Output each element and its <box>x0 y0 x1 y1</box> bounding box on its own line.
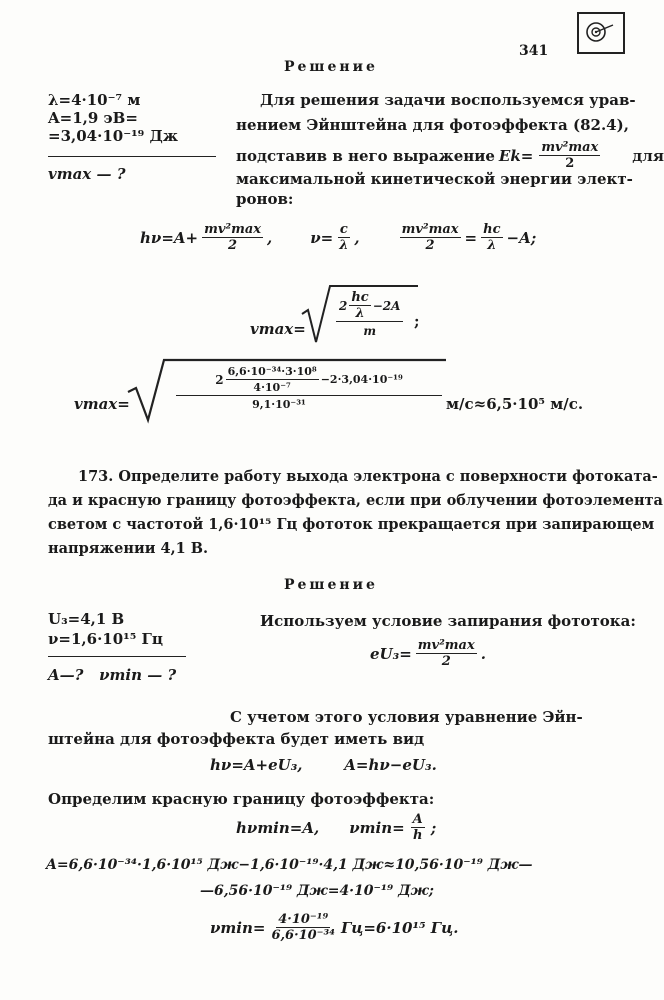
p173-line-2: да и красную границу фотоэффекта, если при облучении фотоэлемента <box>48 492 663 509</box>
eq1-b-num: c <box>339 222 348 237</box>
given-1-line-1: λ=4·10⁻⁷ м <box>48 91 141 109</box>
solution-heading-2: Решение <box>284 577 378 593</box>
solution-heading-1: Решение <box>284 59 378 75</box>
eq1-c2-num: hc <box>483 222 501 237</box>
eq2-den: m <box>363 324 377 338</box>
find-2: A—? νmin — ? <box>48 666 177 684</box>
eq3-under <box>176 364 442 414</box>
s1-text-line-1: Для решения задачи воспользуемся урав- <box>260 91 636 109</box>
eq1-c-eq: = <box>464 228 478 247</box>
eq1-c-num: mv²max <box>401 222 459 237</box>
eq3-end: м/с≈6,5·10⁵ м/с. <box>446 395 584 413</box>
eq1-c2-frac <box>481 222 502 253</box>
ek-den: 2 <box>565 156 575 171</box>
given-1-rule <box>48 156 216 157</box>
eq1-a-den: 2 <box>228 238 238 253</box>
s2-eq2: hν=A+eU₃, A=hν−eU₃. <box>210 756 437 774</box>
s1-text-line-4: максимальной кинетической энергии элект- <box>236 170 633 188</box>
s2-eq3-a: hνmin=A, <box>236 818 320 837</box>
s2-text2-line-2: штейна для фотоэффекта будет иметь вид <box>48 730 425 748</box>
s2-eq1-end: . <box>480 644 486 663</box>
s2-eq3-frac <box>411 812 425 843</box>
s1-text-for: для <box>632 146 664 165</box>
s2-cond: Используем условие запирания фототока: <box>260 612 636 630</box>
eq3-den: 9,1·10⁻³¹ <box>252 398 306 411</box>
eq3-num-fn: 6,6·10⁻³⁴·3·10⁸ <box>227 365 317 378</box>
ek-fraction <box>539 140 600 171</box>
s2-eq5-den: 6,6·10⁻³⁴ <box>271 928 335 943</box>
p173-line-3: светом с частотой 1,6·10¹⁵ Гц фототок прекращается при запирающем <box>48 516 655 533</box>
ek-lhs: Ek= <box>498 146 534 165</box>
s2-eq3 <box>236 812 436 843</box>
eq1-c-den: 2 <box>425 238 435 253</box>
s1-equation-1 <box>140 222 536 253</box>
eq1-c-frac <box>400 222 461 253</box>
s2-eq1-lhs: eU₃= <box>370 644 412 663</box>
eq1-c2-den: λ <box>487 238 497 253</box>
eq3-num-fd: 4·10⁻⁷ <box>253 381 291 394</box>
eq2-under <box>336 290 403 340</box>
s1-text-line-5: ронов: <box>236 190 294 208</box>
s2-eq5-frac <box>269 912 336 943</box>
eq3-num-frac <box>226 364 319 395</box>
eq3-lhs: vmax= <box>74 395 130 413</box>
given-2-line-2: ν=1,6·10¹⁵ Гц <box>48 630 163 648</box>
eq1-a: hν=A+ <box>140 228 199 247</box>
given-1-line-2: A=1,9 эВ= <box>48 109 138 127</box>
eq1-a-frac <box>202 222 263 253</box>
s2-eq3-end: ; <box>430 818 437 837</box>
s2-eq3-b: νmin= <box>349 818 405 837</box>
eq1-comma: , <box>267 228 273 247</box>
eq2-inner-b: −2A <box>372 298 401 313</box>
eq3-num-b: −2·3,04·10⁻¹⁹ <box>320 372 403 386</box>
target-symbol-icon <box>582 16 618 48</box>
s2-eq5-end: Гц=6·10¹⁵ Гц. <box>340 918 459 937</box>
s2-eq5 <box>210 912 458 943</box>
s2-eq3-den: h <box>412 828 423 843</box>
p173-line-4: напряжении 4,1 В. <box>48 540 209 557</box>
eq1-b-den: λ <box>339 238 349 253</box>
s2-eq5-num: 4·10⁻¹⁹ <box>278 912 329 927</box>
given-2-line-1: U₃=4,1 В <box>48 610 125 628</box>
eq1-a-num: mv²max <box>204 222 262 237</box>
eq2-end: ; <box>414 312 420 330</box>
s2-eq3-num: A <box>412 812 423 827</box>
eq2-inner-frac <box>349 290 370 321</box>
eq1-comma-2: , <box>354 228 360 247</box>
eq2-inner-num: hc <box>351 290 369 305</box>
s2-eq1 <box>370 638 486 669</box>
eq3-num-a: 2 <box>215 372 224 387</box>
s2-eq4-line-2: —6,56·10⁻¹⁹ Дж=4·10⁻¹⁹ Дж; <box>200 883 434 899</box>
eq3-num-row <box>176 364 442 396</box>
s2-eq5-lhs: νmin= <box>210 918 266 937</box>
eq1-b: ν= <box>310 228 334 247</box>
eq2-inner-a: 2 <box>339 298 348 313</box>
s1-text-subst: подставив в него выражение <box>236 146 495 165</box>
given-2-rule <box>48 656 186 657</box>
eq2-inner-den: λ <box>355 306 365 321</box>
s2-text2-line-1: С учетом этого условия уравнение Эйн- <box>230 708 583 726</box>
s2-eq1-den: 2 <box>441 654 451 669</box>
given-1-line-3: =3,04·10⁻¹⁹ Дж <box>48 127 178 145</box>
s2-eq1-frac <box>416 638 477 669</box>
eq2-lhs: vmax= <box>250 320 306 338</box>
page-number: 341 <box>519 43 549 59</box>
p173-line-1: 173. Определите работу выхода электрона с поверхности фотоката- <box>78 468 658 485</box>
eq2-num-row <box>336 290 403 322</box>
s2-eq1-num: mv²max <box>417 638 475 653</box>
find-1: vmax — ? <box>48 165 126 183</box>
s1-text-line-3 <box>236 140 664 171</box>
s2-eq4-line-1: A=6,6·10⁻³⁴·1,6·10¹⁵ Дж−1,6·10⁻¹⁹·4,1 Дж≈10,56·10⁻¹⁹ Дж— <box>46 857 533 873</box>
eq1-b-frac <box>337 222 350 253</box>
s2-red: Определим красную границу фотоэффекта: <box>48 790 435 808</box>
ek-num: mv²max <box>541 140 599 155</box>
eq1-c-end: −A; <box>506 228 537 247</box>
s1-text-line-2: нением Эйнштейна для фотоэффекта (82.4), <box>236 116 629 134</box>
